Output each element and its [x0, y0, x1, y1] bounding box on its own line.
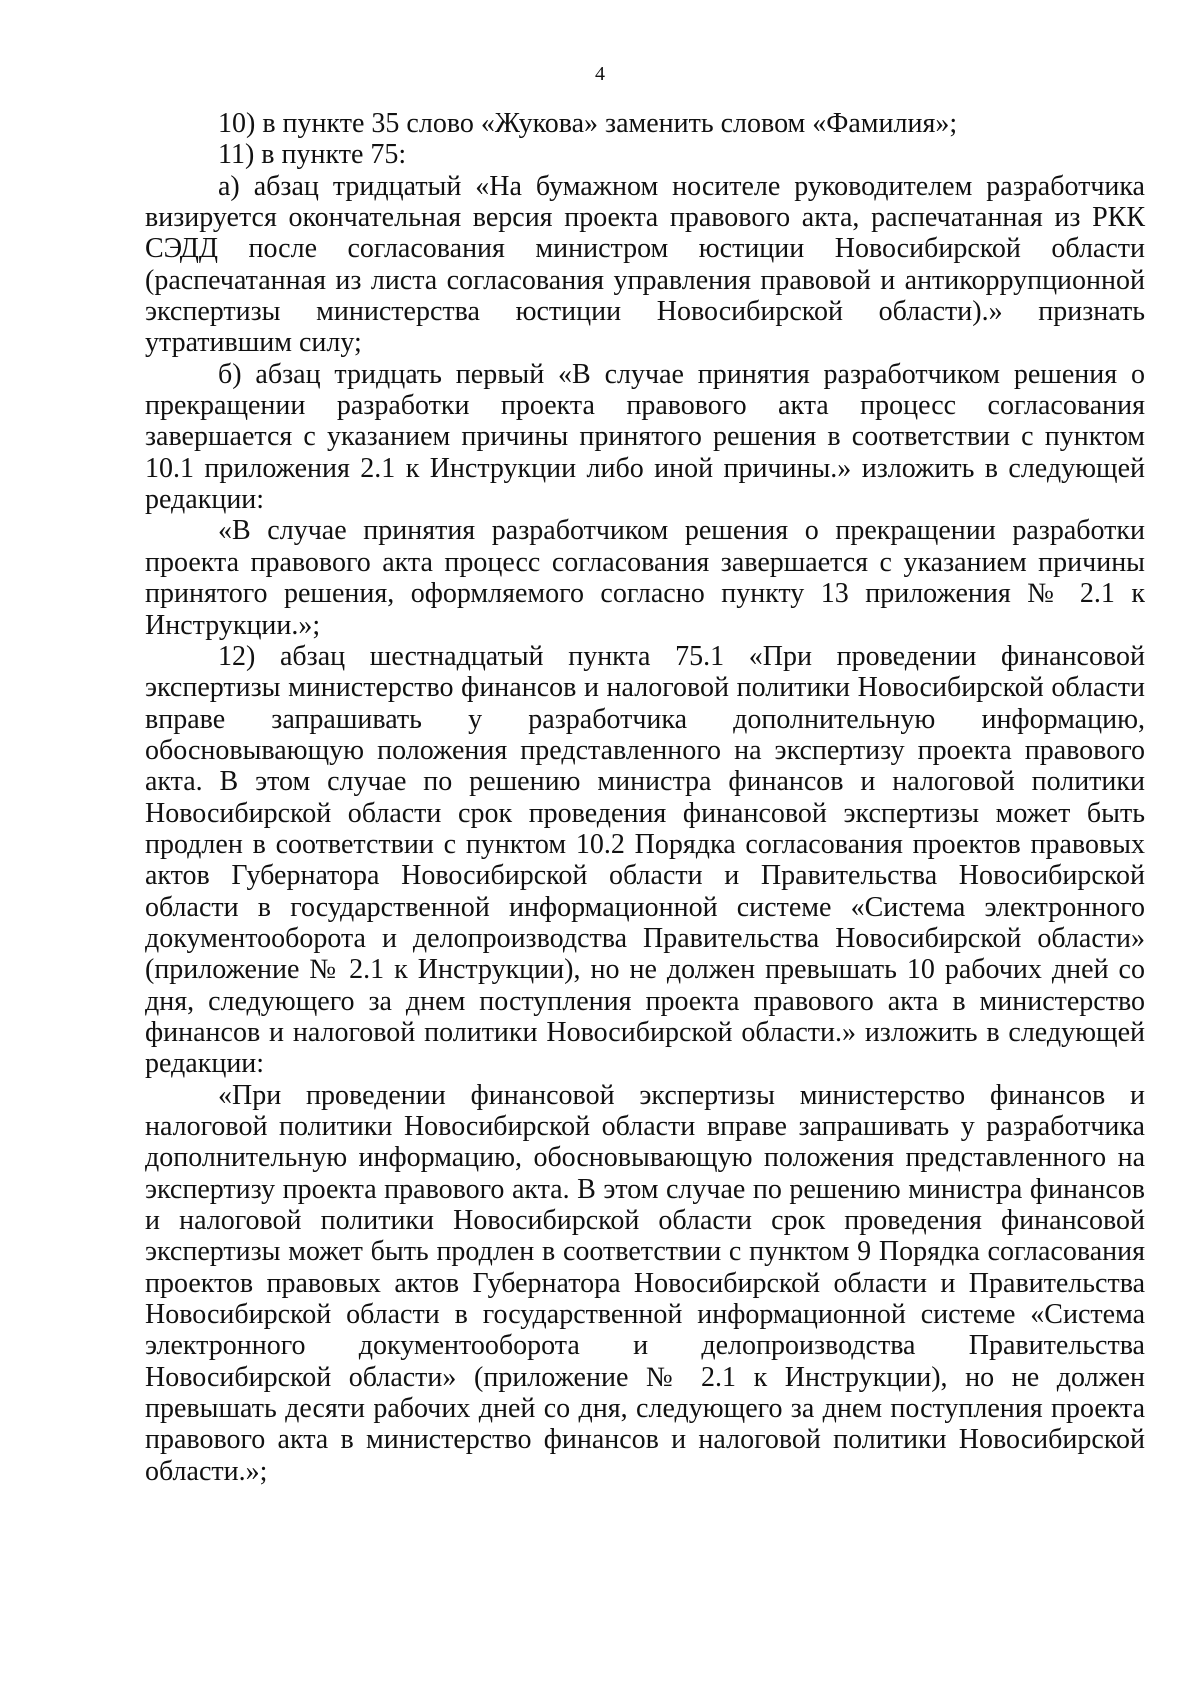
paragraph-item-11b: б) абзац тридцать первый «В случае принятия разработчиком решения о прекращении разработки проекта правового акта процесс согласования завершается с указанием причины принятого решения в соответствии с пунктом 10.1 приложения 2.1 к Инструкции либо иной причины.» изложить в следующей редакции:: [145, 358, 1145, 516]
paragraph-item-11: 11) в пункте 75:: [218, 139, 407, 171]
paragraph-item-12: 12) абзац шестнадцатый пункта 75.1 «При проведении финансовой экспертизы министерство финансов и налоговой политики Новосибирской области вправе запрашивать у разработчика дополнительную информацию, обосновывающую положения представленного на экспертизу проекта правового акта. В этом случае по решению министра финансов и налоговой политики Новосибирской области срок проведения финансовой экспертизы может быть продлен в соответствии с пунктом 10.2 Порядка согласования проектов правовых актов Губернатора Новосибирской области и Правительства Новосибирской области в государственной информационной системе «Система электронного документооборота и делопроизводства Правительства Новосибирской области» (приложение № 2.1 к Инструкции), но не должен превышать 10 рабочих дней со дня, следующего за днем поступления проекта правового акта в министерство финансов и налоговой политики Новосибирской области.» изложить в следующей редакции:: [145, 640, 1145, 1080]
document-body: [145, 108, 1145, 1487]
paragraph-item-12-new-text: «При проведении финансовой экспертизы министерство финансов и налоговой политики Новосибирской области вправе запрашивать у разработчика дополнительную информацию, обосновывающую положения представленного на экспертизу проекта правового акта. В этом случае по решению министра финансов и налоговой политики Новосибирской области срок проведения финансовой экспертизы может быть продлен в соответствии с пунктом 9 Порядка согласования проектов правовых актов Губернатора Новосибирской области и Правительства Новосибирской области в государственной информационной системе «Система электронного документооборота и делопроизводства Правительства Новосибирской области» (приложение № 2.1 к Инструкции), но не должен превышать десяти рабочих дней со дня, следующего за днем поступления проекта правового акта в министерство финансов и налоговой политики Новосибирской области.»;: [145, 1079, 1145, 1487]
paragraph-item-11a: а) абзац тридцатый «На бумажном носителе руководителем разработчика визируется окончательная версия проекта правового акта, распечатанная из РКК СЭДД после согласования министром юстиции Новосибирской области (распечатанная из листа согласования управления правовой и антикоррупционной экспертизы министерства юстиции Новосибирской области).» признать утратившим силу;: [145, 170, 1145, 359]
paragraph-item-11b-new-text: «В случае принятия разработчиком решения о прекращении разработки проекта правового акта процесс согласования завершается с указанием причины принятого решения, оформляемого согласно пункту 13 приложения № 2.1 к Инструкции.»;: [145, 515, 1145, 641]
page-number: 4: [595, 63, 605, 85]
paragraph-item-10: 10) в пункте 35 слово «Жукова» заменить словом «Фамилия»;: [218, 108, 958, 139]
